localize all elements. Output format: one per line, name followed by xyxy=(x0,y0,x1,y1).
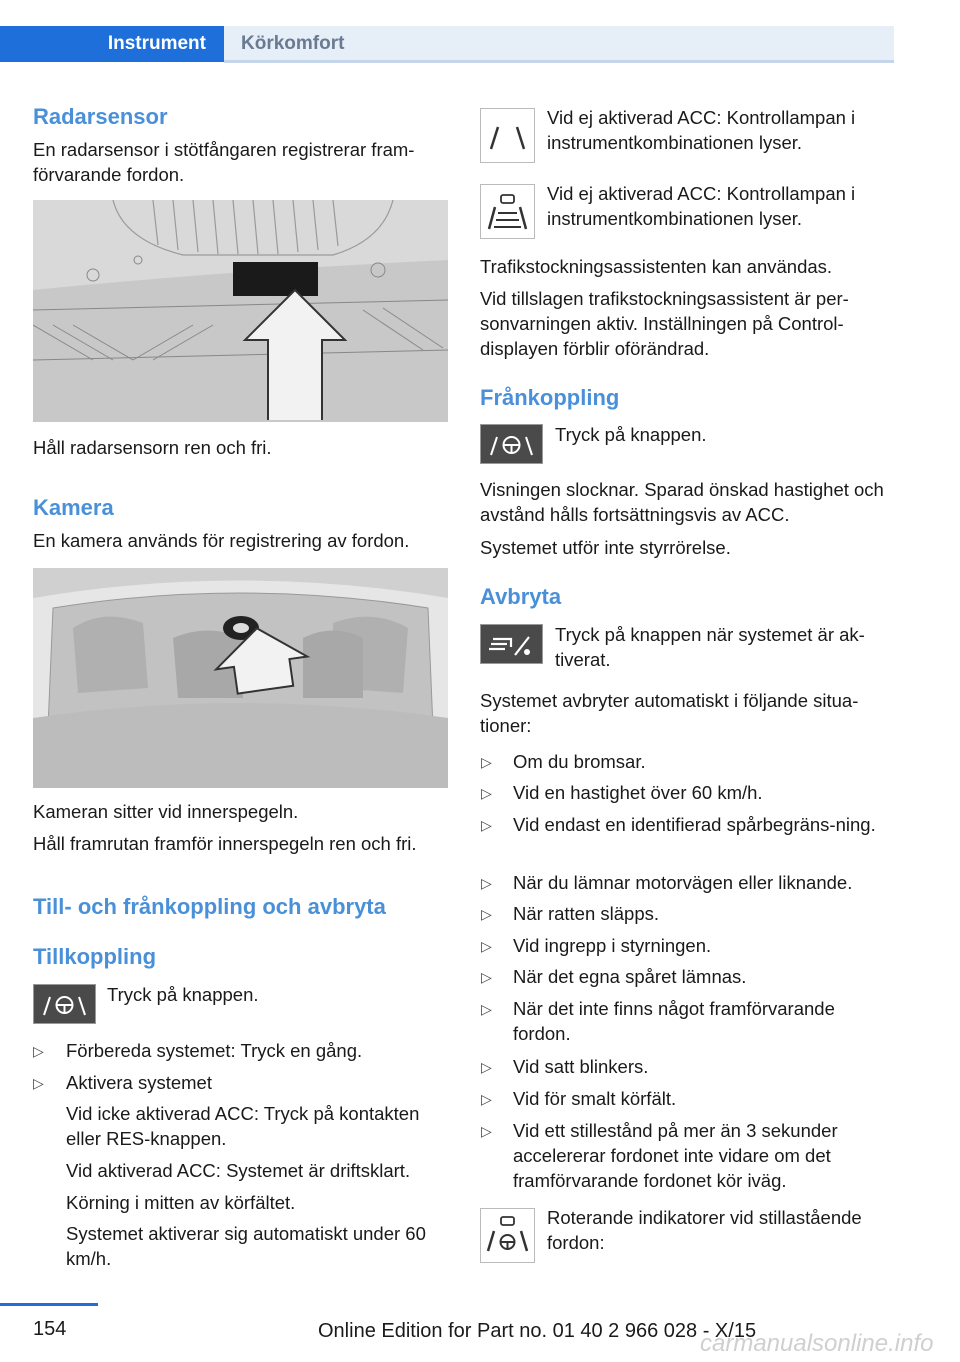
traffic-jam-assist-indicator-icon xyxy=(480,184,535,239)
list-item: När det inte finns något framförvarande fordon. xyxy=(513,998,835,1044)
on-press-text: Tryck på knappen. xyxy=(107,984,259,1005)
list-item: Vid ett stillestånd på mer än 3 sekunder accelererar fordonet inte vidare om det framförvarande fordonet kör iväg. xyxy=(513,1120,838,1191)
bullet-icon: ▷ xyxy=(481,817,492,833)
list-item: Vid en hastighet över 60 km/h. xyxy=(513,782,763,803)
bullet-icon: ▷ xyxy=(481,906,492,922)
list-item: Vid endast en identifierad spårbegräns-ning. xyxy=(513,814,876,835)
bullet-icon: ▷ xyxy=(481,969,492,985)
rotating-indicator-icon xyxy=(480,1208,535,1263)
camera-note2: Håll framrutan framför innerspegeln ren och fri. xyxy=(33,833,417,854)
radar-note: Håll radarsensorn ren och fri. xyxy=(33,437,272,458)
list-item: Vid satt blinkers. xyxy=(513,1056,649,1077)
off-text2: Systemet utför inte styrrörelse. xyxy=(480,537,731,558)
distance-control-button-icon xyxy=(480,624,543,664)
camera-note1: Kameran sitter vid innerspegeln. xyxy=(33,801,299,822)
camera-photo xyxy=(33,568,448,788)
watermark: carmanualsonline.info xyxy=(700,1330,934,1357)
bullet-icon: ▷ xyxy=(481,754,492,770)
camera-text: En kamera används för registrering av fordon. xyxy=(33,530,410,551)
bullet-icon: ▷ xyxy=(481,1001,492,1017)
sub-item: Körning i mitten av körfältet. xyxy=(66,1192,296,1213)
list-item: Om du bromsar. xyxy=(513,751,646,772)
section-heading: Till- och frånkoppling och avbryta xyxy=(33,894,386,919)
sub-item: Vid aktiverad ACC: Systemet är driftsklart. xyxy=(66,1160,411,1181)
bullet-icon: ▷ xyxy=(481,1059,492,1075)
radar-text: En radarsensor i stötfångaren registrerar fram-förvarande fordon. xyxy=(33,139,415,185)
bullet-icon: ▷ xyxy=(33,1075,44,1091)
list-item: När det egna spåret lämnas. xyxy=(513,966,747,987)
page-number: 154 xyxy=(33,1318,67,1340)
lane-lines-indicator-icon xyxy=(480,108,535,163)
usable-text: Trafikstockningsassistenten kan användas. xyxy=(480,256,833,277)
header-rule xyxy=(224,60,894,63)
tab-korkomfort[interactable]: Körkomfort xyxy=(224,26,894,62)
steering-assist-button-icon xyxy=(480,424,543,464)
list-item: Aktivera systemet xyxy=(66,1072,212,1093)
off-heading: Frånkoppling xyxy=(480,385,620,410)
list-item: Vid ingrepp i styrningen. xyxy=(513,935,712,956)
list-item: När du lämnar motorvägen eller liknande. xyxy=(513,872,853,893)
camera-heading: Kamera xyxy=(33,495,114,520)
lamp2-text: Vid ej aktiverad ACC: Kontrollampan i instrumentkombinationen lyser. xyxy=(547,183,856,229)
bullet-icon: ▷ xyxy=(481,1091,492,1107)
radar-sensor-photo xyxy=(33,200,448,422)
tab-instrument[interactable]: Instrument xyxy=(0,26,224,62)
warning-text: Vid tillslagen trafikstockningsassistent är per-sonvarningen aktiv. Inställningen på Control-displayen förblir oförändrad. xyxy=(480,288,849,359)
bullet-icon: ▷ xyxy=(481,785,492,801)
radar-heading: Radarsensor xyxy=(33,104,168,129)
footer-rule xyxy=(0,1303,98,1306)
list-item: Vid för smalt körfält. xyxy=(513,1088,677,1109)
bullet-icon: ▷ xyxy=(481,875,492,891)
sub-item: Vid icke aktiverad ACC: Tryck på kontakten eller RES-knappen. xyxy=(66,1103,420,1149)
rotating-text: Roterande indikatorer vid stillastående fordon: xyxy=(547,1207,862,1253)
abort-press-text: Tryck på knappen när systemet är ak-tiverat. xyxy=(555,624,865,670)
list-item: Förbereda systemet: Tryck en gång. xyxy=(66,1040,363,1061)
steering-assist-button-icon xyxy=(33,984,96,1024)
auto-text: Systemet avbryter automatiskt i följande situa-tioner: xyxy=(480,690,859,736)
bullet-icon: ▷ xyxy=(481,1123,492,1139)
edition-text: Online Edition for Part no. 01 40 2 966 028 - X/15 xyxy=(318,1320,757,1342)
off-press-text: Tryck på knappen. xyxy=(555,424,707,445)
bullet-icon: ▷ xyxy=(33,1043,44,1059)
bullet-icon: ▷ xyxy=(481,938,492,954)
list-item: När ratten släpps. xyxy=(513,903,660,924)
on-heading: Tillkoppling xyxy=(33,944,157,969)
off-text1: Visningen slocknar. Sparad önskad hastighet och avstånd hålls fortsättningsvis av ACC. xyxy=(480,479,884,525)
sub-item: Systemet aktiverar sig automatiskt under 60 km/h. xyxy=(66,1223,426,1269)
lamp1-text: Vid ej aktiverad ACC: Kontrollampan i instrumentkombinationen lyser. xyxy=(547,107,856,153)
abort-heading: Avbryta xyxy=(480,584,562,609)
